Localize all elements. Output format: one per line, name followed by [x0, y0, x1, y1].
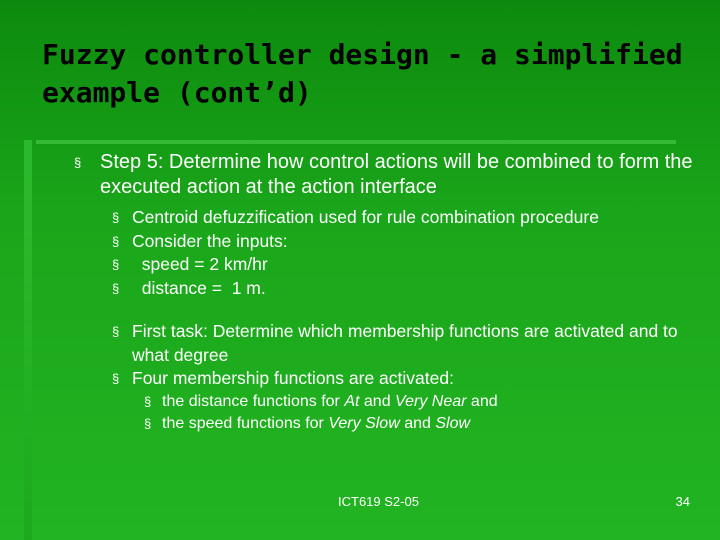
list-item: [44, 206, 694, 230]
bullet-icon: §: [144, 393, 152, 409]
decorative-bar: [24, 140, 32, 540]
page-number: 34: [675, 494, 690, 509]
slide-title: Fuzzy controller design - a simplified example (cont’d): [42, 38, 683, 109]
list-item-text: Centroid defuzzification used for rule combination procedure: [132, 207, 599, 227]
bullet-icon: §: [74, 155, 82, 170]
step5-heading-text: Step 5: Determine how control actions will be combined to form the executed action at the action interface: [100, 151, 693, 198]
four-functions-text: Four membership functions are activated:: [132, 368, 454, 388]
distance-functions-item: [44, 391, 694, 413]
decorative-line: [36, 140, 676, 144]
list-item: [44, 230, 694, 254]
term-at: At: [344, 392, 360, 410]
list-item-text: Consider the inputs:: [132, 230, 288, 251]
term-very-slow: Very Slow: [328, 414, 400, 432]
first-task-text: First task: Determine which membership functions are activated and to what degree: [132, 321, 678, 365]
conjunction: and: [359, 392, 396, 410]
first-task-item: [44, 320, 694, 367]
footer-label: ICT619 S2-05: [338, 494, 419, 509]
slide-footer: [0, 494, 720, 514]
distance-prefix: the distance functions for: [162, 392, 345, 410]
bullet-icon: §: [112, 280, 120, 296]
list-item: [44, 277, 694, 301]
distance-suffix: and: [466, 392, 498, 410]
speed-prefix: the speed functions for: [162, 414, 329, 432]
speed-functions-item: [44, 413, 694, 435]
term-very-near: Very Near: [395, 392, 467, 410]
bullet-icon: §: [112, 257, 120, 272]
bullet-icon: §: [112, 210, 120, 225]
slide-body: [44, 150, 694, 435]
bullet-icon: §: [112, 324, 120, 339]
conjunction: and: [399, 414, 436, 432]
four-functions-item: [44, 367, 694, 391]
list-item-text: distance = 1 m.: [132, 277, 266, 298]
bullet-icon: §: [144, 415, 152, 431]
term-slow: Slow: [435, 414, 471, 432]
bullet-icon: §: [112, 371, 120, 386]
bullet-icon: §: [112, 233, 120, 249]
list-item: [44, 253, 694, 277]
step5-heading: [44, 150, 694, 200]
list-item-text: speed = 2 km/hr: [132, 254, 268, 274]
